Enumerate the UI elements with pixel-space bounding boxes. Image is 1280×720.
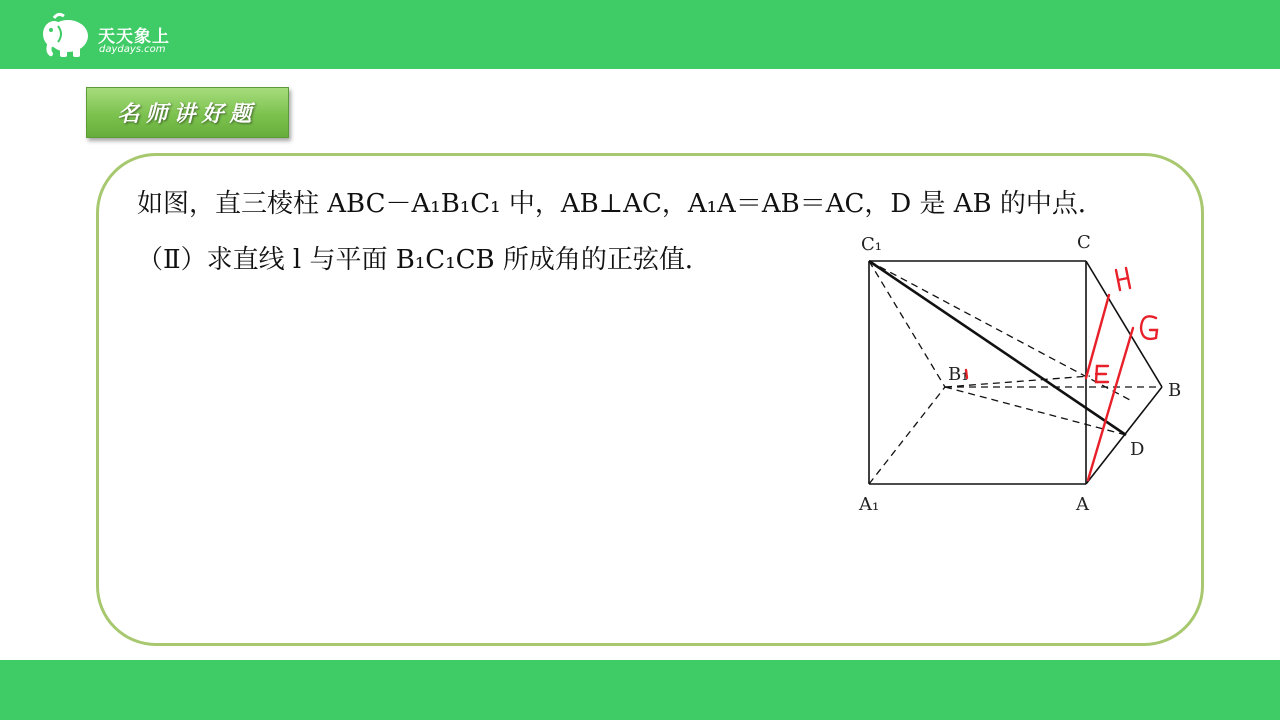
brand-logo[interactable] [40, 10, 190, 60]
label-b: B [1168, 380, 1182, 401]
label-a1: A₁ [859, 494, 880, 515]
elephant-icon [40, 12, 96, 60]
section-tag [86, 87, 289, 138]
label-d: D [1130, 439, 1145, 460]
edge-b1-d [945, 387, 1126, 435]
label-c1: C₁ [861, 234, 882, 255]
bottom-banner [0, 660, 1280, 720]
label-b1: B₁ [948, 364, 969, 385]
edge-a1-b1 [869, 387, 945, 484]
section-tag-label: 名师讲好题 [117, 102, 258, 127]
logo-name: 天天象上 [98, 27, 170, 47]
edge-c1-b1 [869, 261, 945, 387]
edge-c1-d [869, 261, 1126, 435]
edge-c1-b [869, 261, 1130, 400]
problem-line-2: （Ⅱ）求直线 l 与平面 B₁C₁CB 所成角的正弦值． [137, 245, 711, 275]
label-a: A [1076, 494, 1089, 515]
prism-diagram [850, 225, 1195, 525]
label-c: C [1077, 232, 1091, 253]
logo-domain: daydays.com [99, 44, 166, 55]
problem-line-1: 如图，直三棱柱 ABC－A₁B₁C₁ 中，AB⊥AC，A₁A＝AB＝AC，D 是 AB 的中点． [137, 189, 1104, 219]
edge-a-b [1086, 387, 1162, 484]
top-banner [0, 0, 1280, 69]
